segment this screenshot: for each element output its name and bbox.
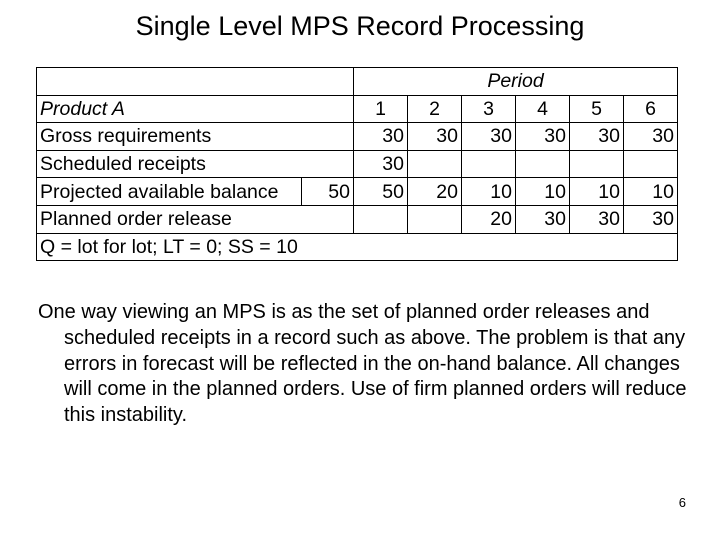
table-cell xyxy=(408,205,462,233)
table-cell: 30 xyxy=(570,123,624,151)
gross-requirements-row xyxy=(37,123,678,151)
table-cell: 30 xyxy=(408,123,462,151)
table-cell: 10 xyxy=(516,178,570,206)
table-cell: 30 xyxy=(624,205,678,233)
row-label: Projected available balance xyxy=(37,178,302,206)
period-number-row xyxy=(37,95,678,123)
table-cell xyxy=(516,150,570,178)
empty-header-cell xyxy=(37,68,354,96)
table-cell xyxy=(408,150,462,178)
row-label: Scheduled receipts xyxy=(37,150,354,178)
page-number: 6 xyxy=(678,495,686,510)
initial-balance-cell: 50 xyxy=(302,178,354,206)
period-number: 6 xyxy=(624,95,678,123)
body-paragraph: One way viewing an MPS is as the set of planned order releases and scheduled receipts in a record such as above. The problem is that any errors in forecast will be reflected in the on-hand balance. All changes will come in the planned orders. Use of firm planned orders will reduce this instability. xyxy=(38,301,687,427)
row-label: Gross requirements xyxy=(37,123,354,151)
table-cell: 10 xyxy=(570,178,624,206)
slide-title: Single Level MPS Record Processing xyxy=(135,11,585,41)
footnote-row xyxy=(37,233,678,261)
table-cell: 30 xyxy=(516,205,570,233)
table-cell: 50 xyxy=(354,178,408,206)
scheduled-receipts-row xyxy=(37,150,678,178)
table-cell: 30 xyxy=(354,123,408,151)
period-header: Period xyxy=(354,68,678,96)
table-footnote: Q = lot for lot; LT = 0; SS = 10 xyxy=(37,233,678,261)
period-number: 5 xyxy=(570,95,624,123)
table-cell xyxy=(570,150,624,178)
planned-order-release-row xyxy=(37,205,678,233)
period-number: 3 xyxy=(462,95,516,123)
table-cell: 20 xyxy=(408,178,462,206)
table-cell xyxy=(624,150,678,178)
table-cell: 30 xyxy=(624,123,678,151)
period-number: 2 xyxy=(408,95,462,123)
projected-available-balance-row xyxy=(37,178,678,206)
period-number: 4 xyxy=(516,95,570,123)
table-cell: 30 xyxy=(570,205,624,233)
mps-record-table xyxy=(36,67,678,261)
product-label: Product A xyxy=(37,95,354,123)
table-cell xyxy=(354,205,408,233)
table-cell: 10 xyxy=(462,178,516,206)
period-header-row xyxy=(37,68,678,96)
table-cell: 20 xyxy=(462,205,516,233)
period-number: 1 xyxy=(354,95,408,123)
table-cell xyxy=(462,150,516,178)
table-cell: 30 xyxy=(462,123,516,151)
table-cell: 30 xyxy=(516,123,570,151)
row-label: Planned order release xyxy=(37,205,354,233)
table-cell: 10 xyxy=(624,178,678,206)
table-cell: 30 xyxy=(354,150,408,178)
